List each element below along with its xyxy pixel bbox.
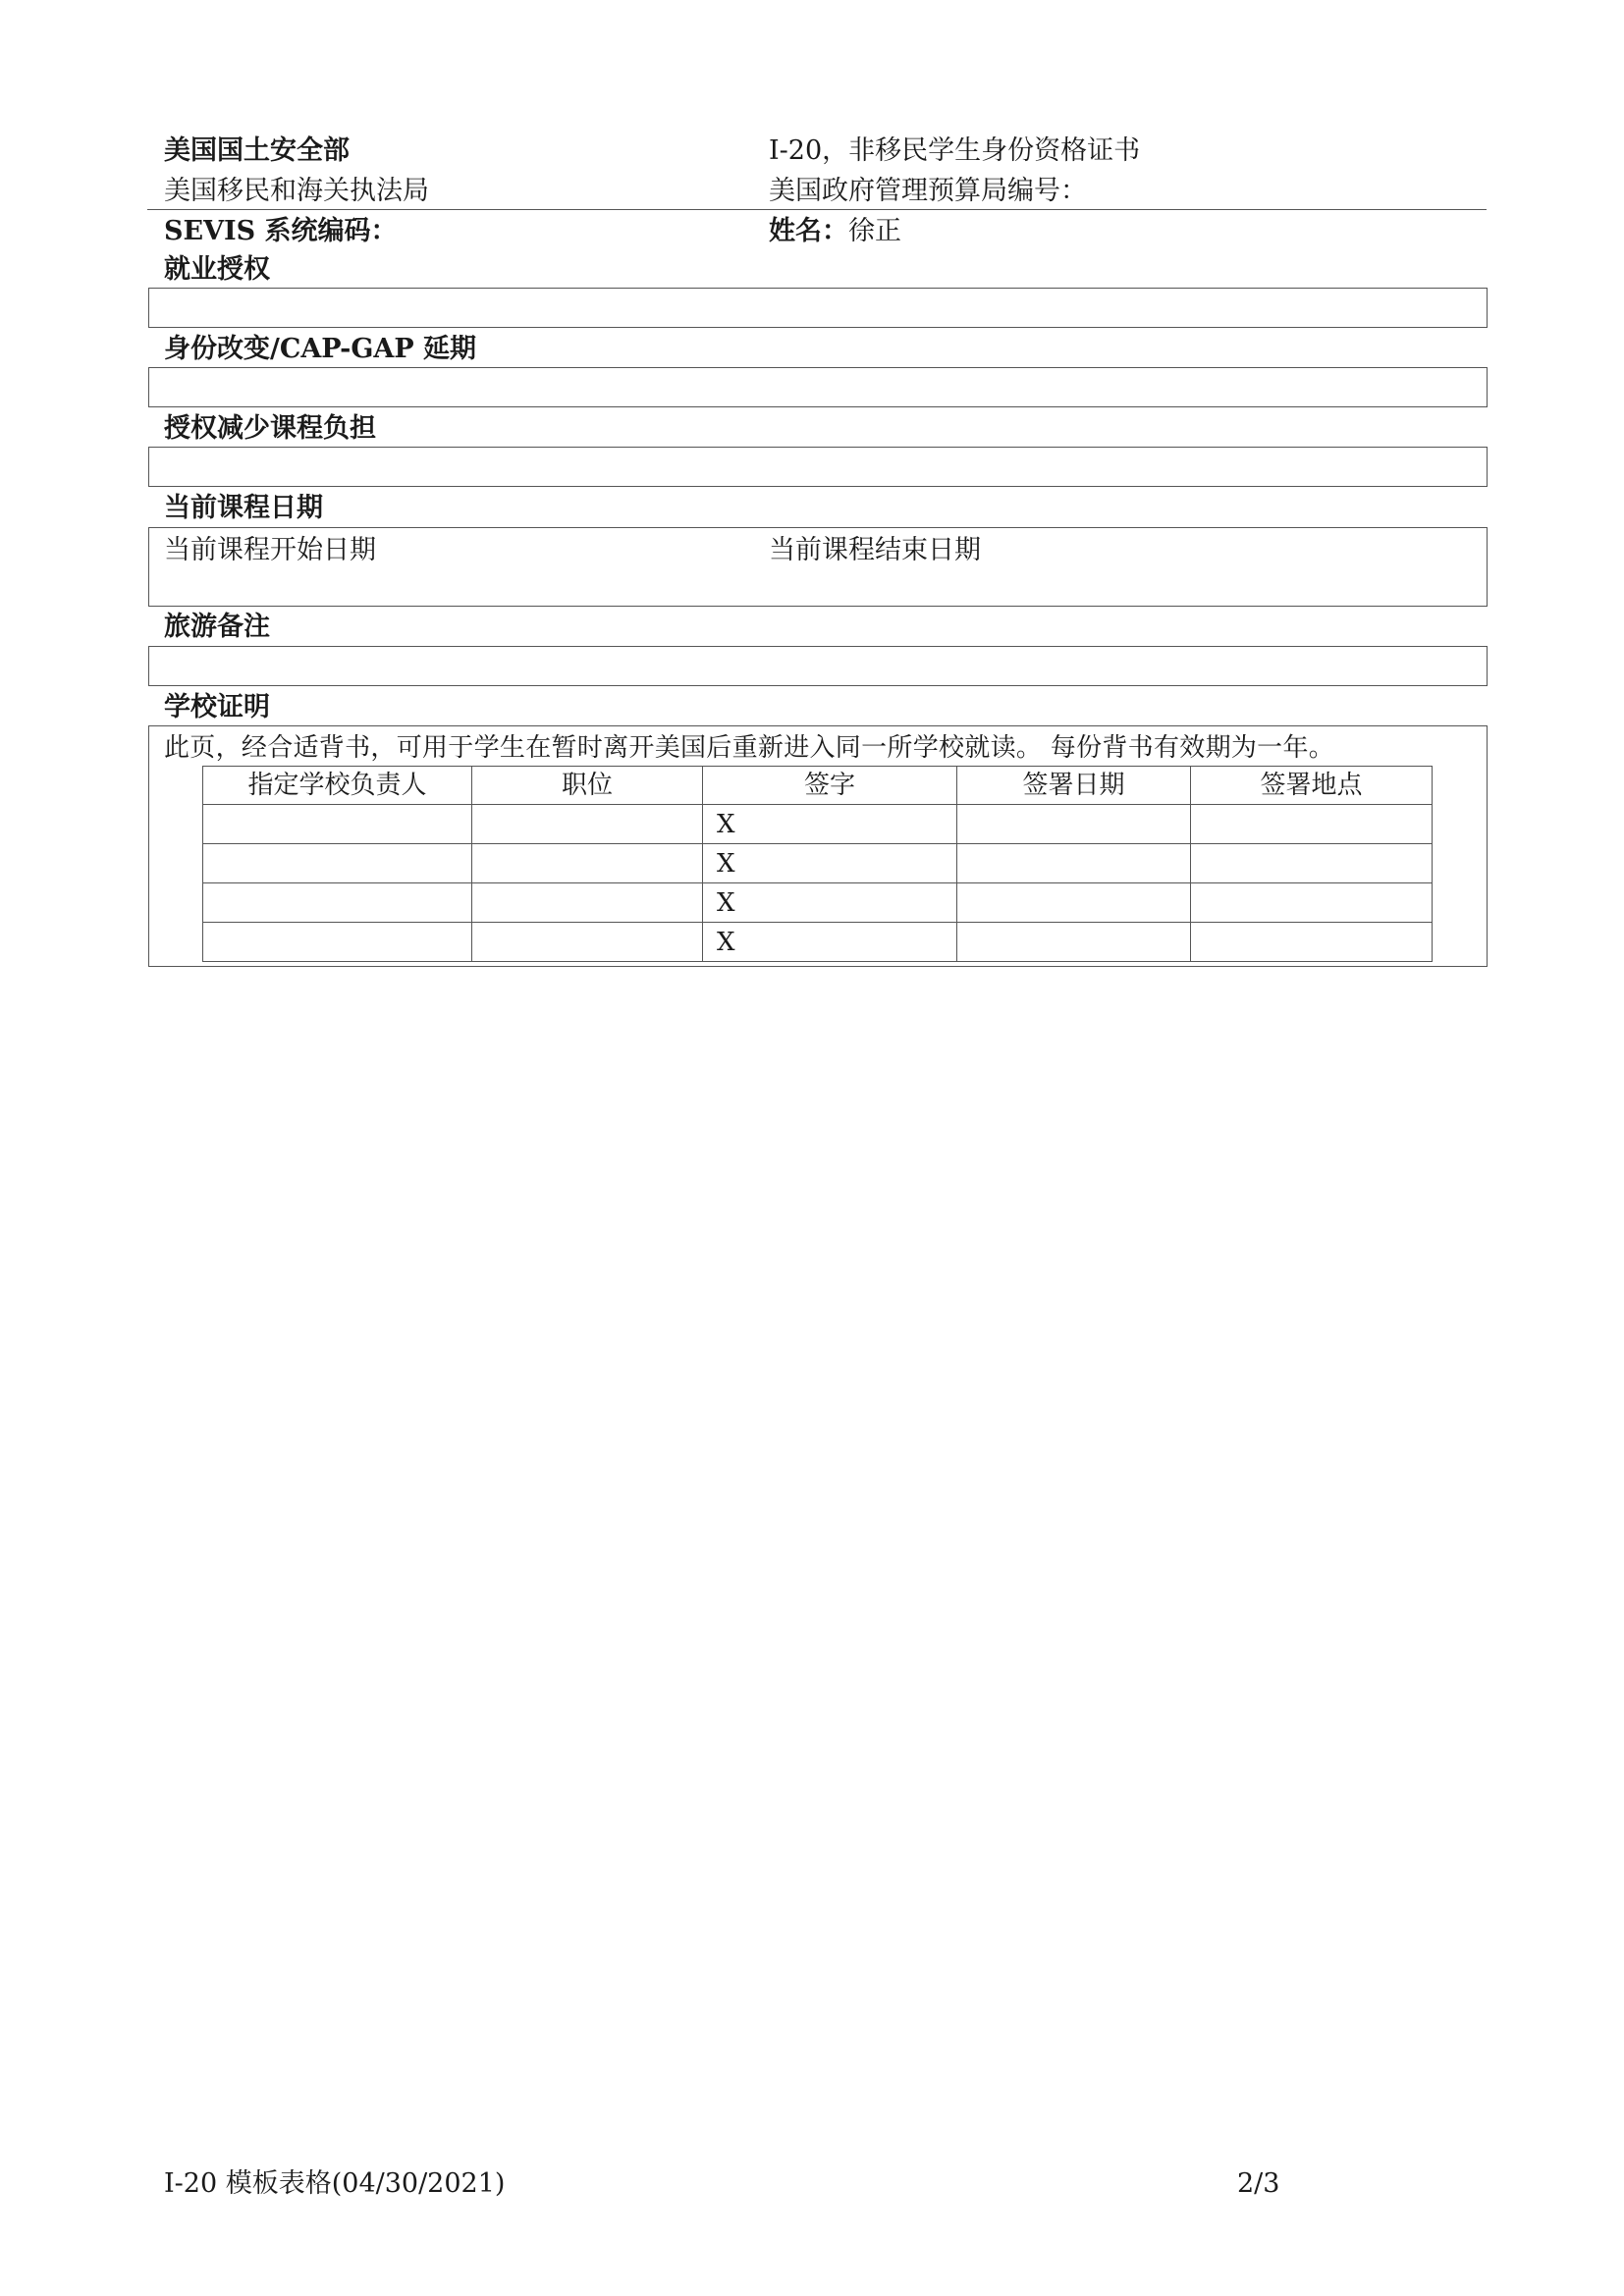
cert-text: 此页，经合适背书，可用于学生在暂时离开美国后重新进入同一所学校就读。 每份背书有效期为一年。: [164, 733, 1335, 763]
signature-table: [202, 766, 1433, 962]
column-header: 签字: [703, 767, 957, 805]
column-header: 签署地点: [1191, 767, 1433, 805]
signature-cell[interactable]: X: [703, 844, 957, 883]
program-dates-heading: 当前课程日期: [164, 493, 323, 523]
dso-cell[interactable]: [203, 923, 472, 962]
travel-heading: 旅游备注: [164, 612, 270, 642]
dso-cell[interactable]: [203, 805, 472, 844]
employment-heading: 就业授权: [164, 254, 270, 285]
column-header: 签署日期: [957, 767, 1191, 805]
status-change-field[interactable]: [148, 367, 1488, 407]
title-cell[interactable]: [472, 923, 703, 962]
form-title: I-20，非移民学生身份资格证书: [769, 135, 1141, 166]
date-cell[interactable]: [957, 883, 1191, 923]
table-row: [203, 844, 1433, 883]
column-header: 指定学校负责人: [203, 767, 472, 805]
signature-cell[interactable]: X: [703, 883, 957, 923]
footer-form-id: I-20 模板表格(04/30/2021): [164, 2168, 506, 2199]
column-header: 职位: [472, 767, 703, 805]
place-cell[interactable]: [1191, 923, 1433, 962]
student-name-value: 徐正: [848, 216, 901, 246]
date-cell[interactable]: [957, 923, 1191, 962]
signature-table-header: [203, 767, 1433, 805]
employment-field[interactable]: [148, 288, 1488, 328]
program-start-label: 当前课程开始日期: [164, 535, 376, 565]
place-cell[interactable]: [1191, 805, 1433, 844]
place-cell[interactable]: [1191, 883, 1433, 923]
bureau-name: 美国移民和海关执法局: [164, 176, 429, 206]
reduced-load-field[interactable]: [148, 447, 1488, 487]
date-cell[interactable]: [957, 805, 1191, 844]
table-row: [203, 923, 1433, 962]
signature-cell[interactable]: X: [703, 805, 957, 844]
dso-cell[interactable]: [203, 883, 472, 923]
signature-cell[interactable]: X: [703, 923, 957, 962]
omb-number-label: 美国政府管理预算局编号：: [769, 176, 1087, 206]
sevis-id-label: SEVIS 系统编码：: [164, 216, 398, 246]
school-cert-heading: 学校证明: [164, 692, 270, 722]
agency-name: 美国国土安全部: [164, 135, 350, 166]
travel-field[interactable]: [148, 646, 1488, 686]
title-cell[interactable]: [472, 844, 703, 883]
title-cell[interactable]: [472, 805, 703, 844]
student-name-label: 姓名：: [769, 216, 848, 246]
status-change-heading: 身份改变/CAP-GAP 延期: [164, 334, 477, 364]
student-name: [769, 216, 901, 247]
header-divider: [147, 209, 1487, 210]
date-cell[interactable]: [957, 844, 1191, 883]
dso-cell[interactable]: [203, 844, 472, 883]
table-row: [203, 883, 1433, 923]
page-number: 2/3: [1237, 2168, 1280, 2199]
reduced-load-heading: 授权减少课程负担: [164, 413, 376, 444]
program-end-label: 当前课程结束日期: [769, 535, 981, 565]
title-cell[interactable]: [472, 883, 703, 923]
place-cell[interactable]: [1191, 844, 1433, 883]
table-row: [203, 805, 1433, 844]
